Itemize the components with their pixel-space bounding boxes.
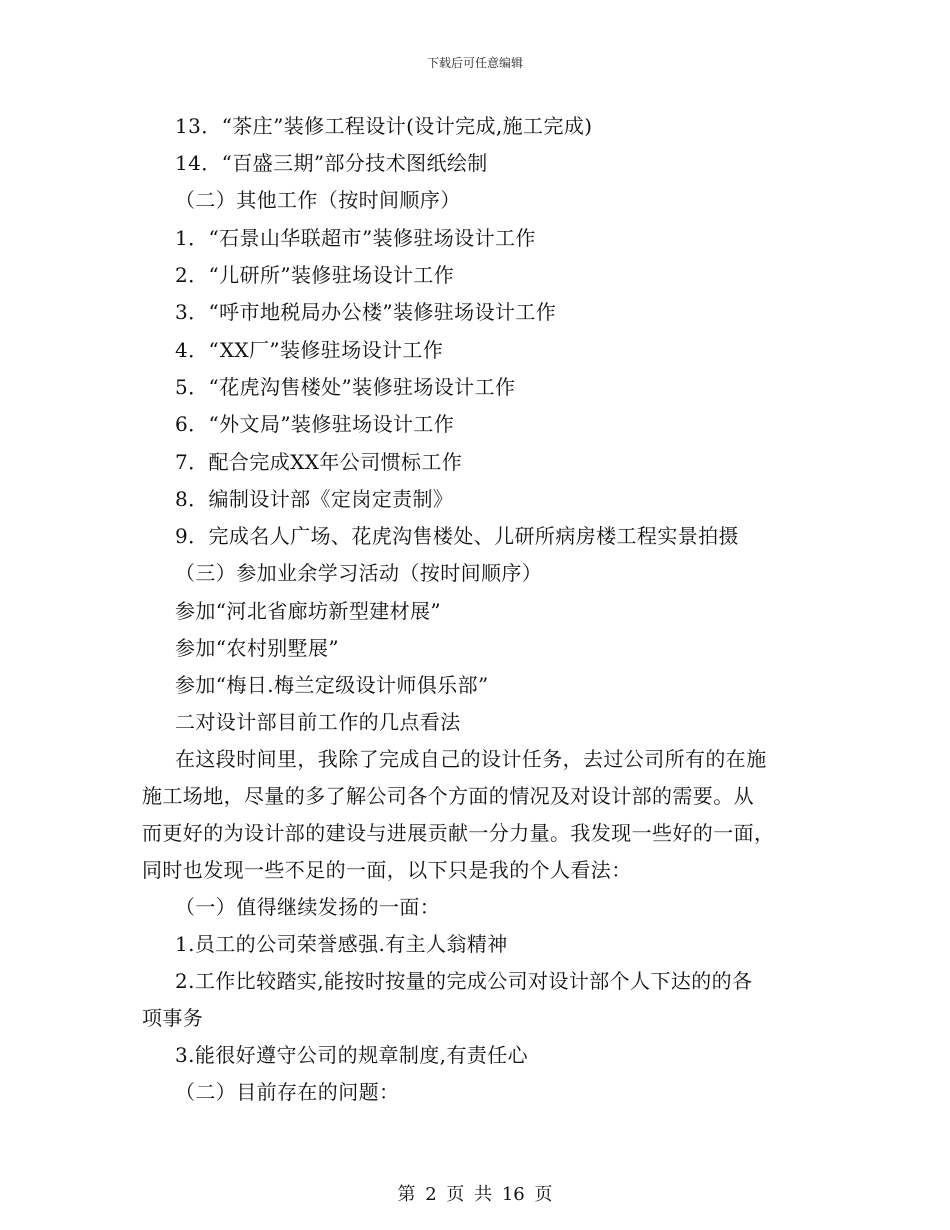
section-heading: （二）目前存在的问题： xyxy=(175,1080,400,1104)
list-item: 1．“石景山华联超市”装修驻场设计工作 xyxy=(175,226,536,250)
list-item: 2．“儿研所”装修驻场设计工作 xyxy=(175,263,455,287)
list-item: 8．编制设计部《定岗定责制》 xyxy=(175,487,454,511)
body-line: 14．“百盛三期”部分技术图纸绘制 xyxy=(175,151,488,175)
section-heading: （三）参加业余学习活动（按时间顺序） xyxy=(175,561,543,585)
list-item: 2.工作比较踏实,能按时按量的完成公司对设计部个人下达的的各 xyxy=(175,969,753,993)
paragraph-line: 在这段时间里，我除了完成自己的设计任务，去过公司所有的在施 xyxy=(175,747,767,771)
list-item: 6．“外文局”装修驻场设计工作 xyxy=(175,412,455,436)
section-heading: （一）值得继续发扬的一面： xyxy=(175,895,441,919)
paragraph-line: 施工场地，尽量的多了解公司各个方面的情况及对设计部的需要。从 xyxy=(142,784,754,808)
page-number: 第 2 页 共 16 页 xyxy=(397,1184,553,1205)
section-heading: 二对设计部目前工作的几点看法 xyxy=(175,710,461,734)
list-item: 参加“梅日.梅兰定级设计师俱乐部” xyxy=(175,673,489,697)
section-heading: （二）其他工作（按时间顺序） xyxy=(175,188,461,212)
list-item: 参加“河北省廊坊新型建材展” xyxy=(175,599,442,623)
list-item: 7．配合完成XX年公司惯标工作 xyxy=(175,450,463,474)
list-item: 4．“XX厂”装修驻场设计工作 xyxy=(175,338,444,362)
page-header: 下载后可任意编辑 xyxy=(426,56,523,70)
list-item: 参加“农村别墅展” xyxy=(175,636,340,660)
body-line: 13．“茶庄”装修工程设计(设计完成,施工完成) xyxy=(175,114,593,138)
paragraph-line: 而更好的为设计部的建设与进展贡献一分力量。我发现一些好的一面， xyxy=(142,821,775,845)
list-item: 5．“花虎沟售楼处”装修驻场设计工作 xyxy=(175,375,516,399)
list-item: 3．“呼市地税局办公楼”装修驻场设计工作 xyxy=(175,300,557,324)
list-item: 1.员工的公司荣誉感强.有主人翁精神 xyxy=(175,932,508,956)
list-item: 9．完成名人广场、花虎沟售楼处、儿研所病房楼工程实景拍摄 xyxy=(175,524,739,548)
list-item: 3.能很好遵守公司的规章制度,有责任心 xyxy=(175,1043,529,1067)
list-item-continuation: 项事务 xyxy=(142,1006,204,1030)
paragraph-line: 同时也发现一些不足的一面，以下只是我的个人看法： xyxy=(142,858,632,882)
